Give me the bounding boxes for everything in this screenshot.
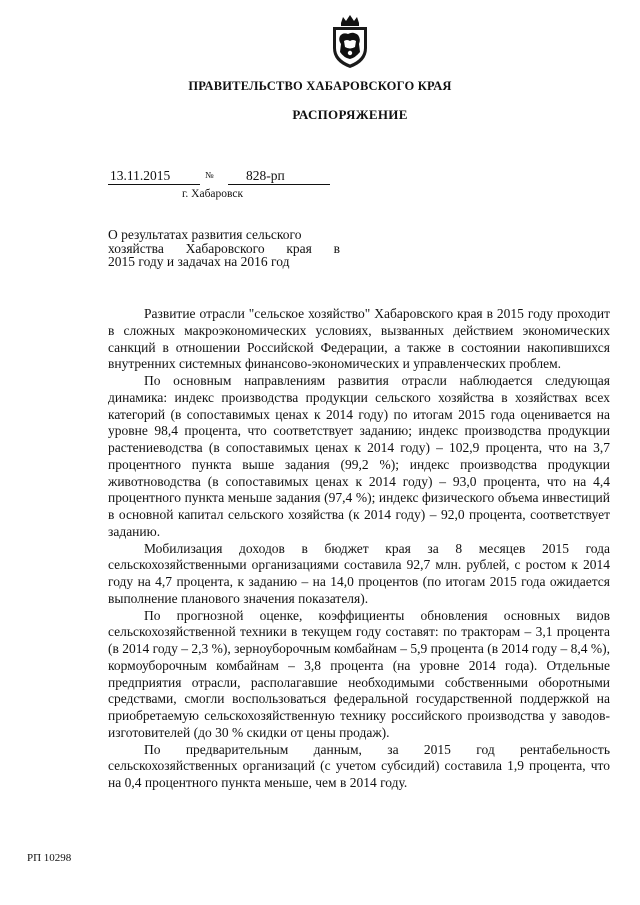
date-number-line bbox=[108, 167, 330, 185]
document-date: 13.11.2015 bbox=[108, 167, 200, 185]
document-number: 828-рп bbox=[228, 167, 330, 185]
number-sign: № bbox=[205, 170, 214, 180]
body-paragraph: Мобилизация доходов в бюджет края за 8 месяцев 2015 года сельскохозяйственными организациями составила 92,7 млн. рублей, с ростом к 2014 году на 4,7 процента, к заданию – на 14,0 процентов (по итогам 2015 года ожидается выполнение планового значения показателя). bbox=[108, 540, 610, 606]
subject-line: О результатах развития сельского bbox=[108, 227, 302, 242]
document-subject bbox=[108, 228, 340, 269]
body-paragraph: По прогнозной оценке, коэффициенты обновления основных видов сельскохозяйственной техники в текущем году составят: по тракторам – 3,1 процента (в 2014 году – 2,3 %), зерноуборочным комбайнам – 5,9 процента (в 2014 году – 8,4 %), кормоуборочным комбайнам – 3,8 процента (на уровне 2014 года). Отдельные предприятия отрасли, располагавшие необходимыми собственными оборотными средствами, смогли воспользоваться федеральной государственной поддержкой на приобретаемую сельскохозяйственную технику российского производства у заводов-изготовителей (до 30 % скидки от цены продаж). bbox=[108, 607, 610, 740]
subject-line: 2015 году и задачах на 2016 год bbox=[108, 254, 290, 269]
document-type: РАСПОРЯЖЕНИЕ bbox=[292, 107, 408, 122]
document-body bbox=[108, 306, 610, 792]
body-paragraph: По основным направлениям развития отрасли наблюдается следующая динамика: индекс производства продукции сельского хозяйства в хозяйствах всех категорий (в сопоставимых ценах к 2014 году) по итогам 2015 года оценивается на уровне 98,4 процента, что соответствует заданию; индекс производства продукции растениеводства (в сопоставимых ценах к 2014 году) – 102,9 процента, что на 3,7 процентного пункта выше задания (99,2 %); индекс производства продукции животноводства (в сопоставимых ценах к 2014 году) – 93,0 процента, что на 4,4 процентного пункта меньше задания (97,4 %); индекс физического объема инвестиций в основной капитал сельского хозяйства (к 2014 году) – 92,0 процента, соответствует заданию. bbox=[108, 373, 610, 539]
coat-of-arms-icon bbox=[327, 14, 373, 70]
document-code: РП 10298 bbox=[27, 852, 72, 864]
government-title: ПРАВИТЕЛЬСТВО ХАБАРОВСКОГО КРАЯ bbox=[188, 79, 452, 93]
city: г. Хабаровск bbox=[182, 188, 244, 200]
subject-line: хозяйства Хабаровского края в bbox=[108, 240, 340, 256]
body-paragraph: Развитие отрасли "сельское хозяйство" Хабаровского края в 2015 году проходит в сложных макроэкономических условиях, вызванных действием экономических санкций в отношении Российской Федерации, а также в состоянии накопившихся внутренних системных финансово-экономических и управленческих проблем. bbox=[108, 306, 610, 372]
body-paragraph: По предварительным данным, за 2015 год рентабельность сельскохозяйственных организаций (с учетом субсидий) составила 1,9 процента, что на 0,4 процентного пункта меньше, чем в 2014 году. bbox=[108, 741, 610, 790]
